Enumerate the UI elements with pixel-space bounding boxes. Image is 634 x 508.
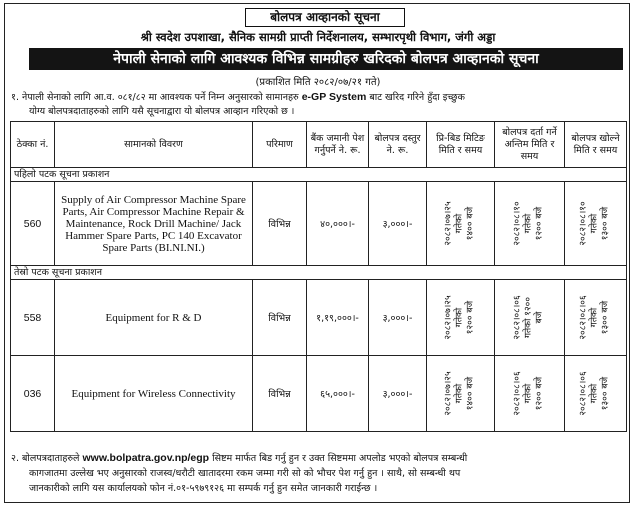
- prebid-cell: [427, 356, 495, 432]
- opening-date: २०८२।०८।०६: [578, 295, 589, 340]
- tender-number: 560: [11, 182, 55, 266]
- prebid-time: १२०० बजे: [465, 300, 476, 335]
- opening-date: २०८२।०८।१०: [578, 201, 589, 246]
- intro-line-2: योग्य बोलपत्रदाताहरुको लागि यसै सूचनाद्वारा यो बोलपत्र आव्हान गरिएको छ ।: [29, 106, 295, 117]
- item-quantity: विभिन्न: [253, 280, 307, 356]
- opening-cell: [565, 280, 627, 356]
- col-prebid: प्रि-बिड मिटिङ मिति र समय: [427, 122, 495, 168]
- bid-security: ६५,०००।-: [307, 356, 369, 432]
- issuing-office: श्री स्वदेश उपशाखा, सैनिक सामग्री प्राप्ती निर्देशनालय, सम्भारपृथी विभाग, जंगी अड्डा: [140, 30, 496, 44]
- item-description: Equipment for R & D: [55, 280, 253, 356]
- prebid-date: २०८२।०७।२५: [443, 201, 454, 246]
- footer-line-3: जानकारीको लागि यस कार्यालयको फोन नं.०१-५९७९१२६ मा सम्पर्क गर्नु हुन समेत जानकारी गराईन्छ ।: [29, 483, 378, 494]
- phase-label: पहिलो पटक सूचना प्रकाशन: [11, 168, 627, 182]
- table-row: [11, 182, 627, 266]
- opening-day: गतेको: [589, 383, 600, 404]
- submission-day: गतेको: [523, 213, 534, 234]
- prebid-cell: [427, 182, 495, 266]
- prebid-day: गतेको: [454, 383, 465, 404]
- notice-title: बोलपत्र आव्हानको सूचना: [245, 8, 405, 27]
- submission-date: २०८२।०८।०६: [512, 371, 523, 416]
- tender-table: [10, 121, 627, 432]
- opening-time: १३०० बजे: [600, 300, 611, 335]
- opening-date: २०८२।०८।०६: [578, 371, 589, 416]
- bid-security: ४०,०००।-: [307, 182, 369, 266]
- opening-time: १३०० बजे: [600, 206, 611, 241]
- opening-day: गतेको: [589, 213, 600, 234]
- prebid-time: १४०० बजे: [465, 376, 476, 411]
- footer-text-end: सिष्टम मार्फत बिड गर्नु हुन र उक्त सिष्टममा अपलोड भएको बोलपत्र सम्बन्धी: [209, 453, 468, 464]
- col-opening: बोलपत्र खोल्ने मिति र समय: [565, 122, 627, 168]
- submission-datetime: [513, 201, 546, 245]
- tender-number: 558: [11, 280, 55, 356]
- prebid-day: गतेको: [454, 213, 465, 234]
- submission-datetime: [513, 371, 546, 415]
- opening-cell: [565, 182, 627, 266]
- bid-fee: ३,०००।-: [369, 280, 427, 356]
- footer-text-start: २. बोलपत्रदाताहरुले: [11, 453, 83, 464]
- bid-security: १,१९,०००।-: [307, 280, 369, 356]
- opening-day: गतेको: [589, 307, 600, 328]
- item-description: Equipment for Wireless Connectivity: [55, 356, 253, 432]
- col-security: बैंक जमानी पेश गर्नुपर्ने ने. रू.: [307, 122, 369, 168]
- item-quantity: विभिन्न: [253, 356, 307, 432]
- prebid-time: १४०० बजे: [465, 206, 476, 241]
- col-submission: बोलपत्र दर्ता गर्ने अन्तिम मिति र समय: [495, 122, 565, 168]
- item-quantity: विभिन्न: [253, 182, 307, 266]
- submission-day: गतेको १२००: [523, 296, 534, 339]
- phase-label: तेस्रो पटक सूचना प्रकाशन: [11, 266, 627, 280]
- prebid-cell: [427, 280, 495, 356]
- submission-cell: [495, 356, 565, 432]
- col-sn: ठेक्का नं.: [11, 122, 55, 168]
- notice-page: [4, 3, 630, 503]
- opening-time: १३०० बजे: [600, 376, 611, 411]
- opening-datetime: [579, 295, 612, 339]
- prebid-datetime: [444, 201, 477, 245]
- intro-text-end: बाट खरिद गरिने हुँदा इच्छुक: [366, 92, 465, 103]
- phase-row: [11, 266, 627, 280]
- prebid-datetime: [444, 295, 477, 339]
- submission-date: २०८२।०८।०६: [512, 295, 523, 340]
- prebid-day: गतेको: [454, 307, 465, 328]
- submission-time: १२०० बजे: [534, 376, 545, 411]
- prebid-date: २०८२।०७।२५: [443, 371, 454, 416]
- submission-datetime: [513, 295, 546, 339]
- submission-time: बजे: [534, 311, 545, 324]
- submission-date: २०८२।०८।१०: [512, 201, 523, 246]
- col-qty: परिमाण: [253, 122, 307, 168]
- bid-fee: ३,०००।-: [369, 356, 427, 432]
- tender-number: 036: [11, 356, 55, 432]
- egp-system-label: e-GP System: [301, 91, 367, 103]
- col-fee: बोलपत्र दस्तुर ने. रू.: [369, 122, 427, 168]
- notice-banner: नेपाली सेनाको लागि आवश्यक विभिन्न सामग्रीहरु खरिदको बोलपत्र आव्हानको सूचना: [29, 48, 623, 70]
- published-date: (प्रकाशित मिति २०८२/०७/२१ गते): [255, 77, 381, 88]
- opening-datetime: [579, 371, 612, 415]
- submission-cell: [495, 280, 565, 356]
- table-row: [11, 356, 627, 432]
- item-description: Supply of Air Compressor Machine Spare Parts, Air Compressor Machine Repair & Maintenance, Rock Drill Machine/ Jack Hammer Spare Parts, PC 140 Excavator Spare Parts (BI.NI.NI.): [55, 182, 253, 266]
- submission-cell: [495, 182, 565, 266]
- phase-row: [11, 168, 627, 182]
- bid-fee: ३,०००।-: [369, 182, 427, 266]
- prebid-datetime: [444, 371, 477, 415]
- table-row: [11, 280, 627, 356]
- col-item: सामानको विवरण: [55, 122, 253, 168]
- intro-text-start: १. नेपाली सेनाको लागि आ.व. ०८१/८२ मा आवश्यक पर्ने निम्न अनुसारको सामानहरु: [11, 92, 302, 103]
- table-header-row: [11, 122, 627, 168]
- submission-day: गतेको: [523, 383, 534, 404]
- footer-line-2: कागजातमा उल्लेख भए अनुसारको राजस्व/धरौटी खातादरमा रकम जम्मा गरी सो को भौचर पेश गर्नु हुन । साथै, सो सम्बन्धी थप: [29, 468, 461, 479]
- bolpatra-link[interactable]: www.bolpatra.gov.np/egp: [82, 452, 210, 464]
- opening-datetime: [579, 201, 612, 245]
- opening-cell: [565, 356, 627, 432]
- footer-paragraph: [11, 451, 625, 496]
- submission-time: १२०० बजे: [534, 206, 545, 241]
- intro-paragraph: [11, 90, 625, 119]
- prebid-date: २०८२।०७।२५: [443, 295, 454, 340]
